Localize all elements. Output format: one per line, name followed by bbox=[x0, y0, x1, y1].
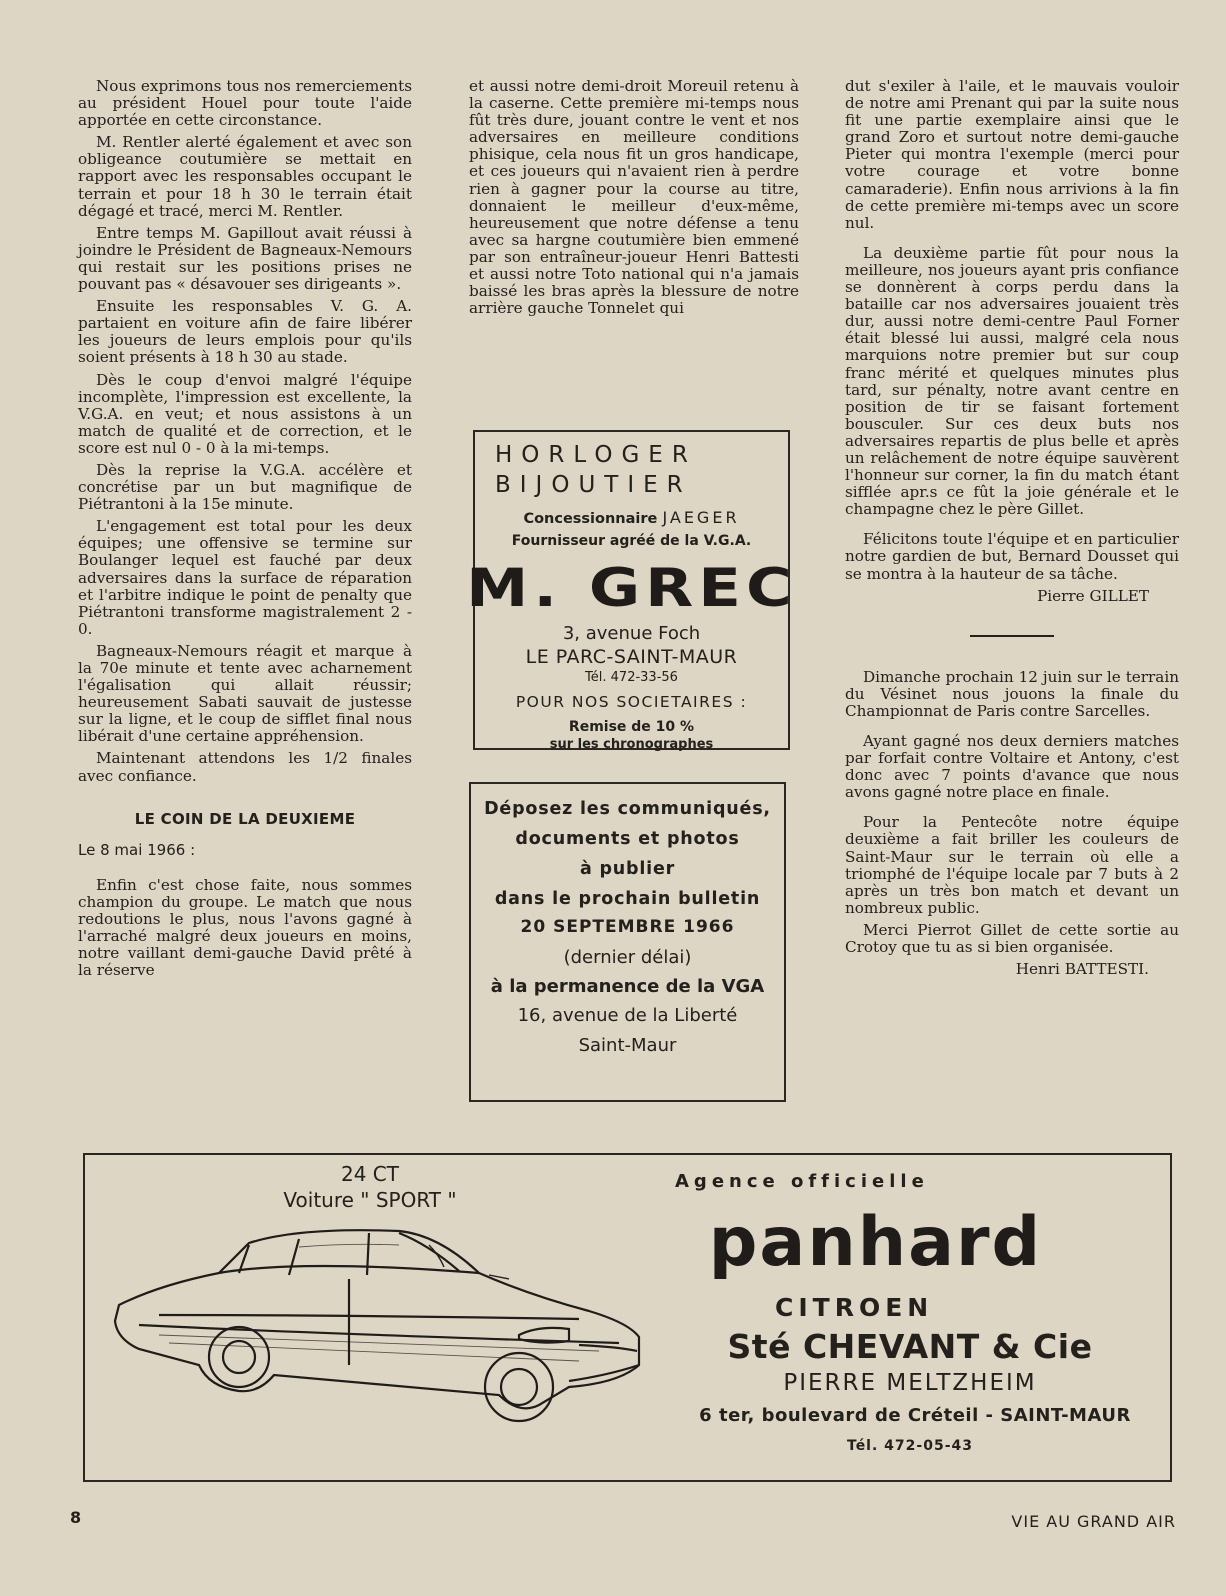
paragraph: et aussi notre demi-droit Moreuil retenu à la caserne. Cette première mi-temps nous fût très dure, jouant contre le vent et nos adversaires en meilleure conditions phisique, cela nous fit un gros handicape, et ces joueurs qui n'avaient rien à perdre rien à gagner pour la course au titre, donnaient le meilleur d'eux-même, heureusement que notre défense a tenu avec sa hargne coutumière bien emmené par son entraîneur-joueur Henri Battesti et aussi notre Toto national qui n'a jamais baissé les bras après la blessure de notre arrière gauche Tonnelet qui bbox=[469, 77, 799, 318]
panhard-logo: panhard bbox=[708, 1203, 1043, 1282]
magazine-title: VIE AU GRAND AIR bbox=[1011, 1512, 1176, 1531]
paragraph: Ensuite les responsables V. G. A. partaient en voiture afin de faire libérer les joueurs de leurs emplois pour qu'ils soient présents à 18 h 30 au stade. bbox=[78, 297, 412, 367]
paragraph: Pour la Pentecôte notre équipe deuxième a fait briller les couleurs de Saint-Maur sur le terrain où elle a triomphé de l'équipe locale par 7 buts à 2 après un très bon match et devant un nombreux public. bbox=[845, 813, 1179, 917]
notice-communiques bbox=[469, 782, 786, 1102]
article-column-3 bbox=[845, 78, 1179, 978]
ad-address: 3, avenue Foch bbox=[562, 623, 701, 644]
ad-line: sur les chronographes bbox=[549, 737, 714, 752]
car-model bbox=[255, 1161, 485, 1213]
paragraph: L'engagement est total pour les deux équipes; une offensive se termine sur Boulanger lequel est fauché par deux adversaires dans la surface de réparation et l'arbitre indique le point de penalty que Piétrantoni transforme magistralement 2 - 0. bbox=[78, 517, 412, 638]
paragraph: Merci Pierrot Gillet de cette sortie au Crotoy que tu as si bien organisée. bbox=[845, 920, 1179, 957]
model-line: Voiture " SPORT " bbox=[283, 1188, 457, 1212]
paragraph: Dimanche prochain 12 juin sur le terrain du Vésinet nous jouons la finale du Championnat de Paris contre Sarcelles. bbox=[845, 667, 1179, 720]
notice-address: 16, avenue de la Liberté bbox=[517, 1005, 738, 1026]
car-illustration bbox=[99, 1215, 659, 1435]
paragraph: Dès le coup d'envoi malgré l'équipe incomplète, l'impression est excellente, la V.G.A. en veut; et nous assistons à un match de qualité et de correction, et le score est nul 0 - 0 à la mi-temps. bbox=[78, 370, 412, 457]
article-column-2 bbox=[469, 78, 799, 322]
notice-line: à la permanence de la VGA bbox=[490, 976, 765, 997]
paragraph: dut s'exiler à l'aile, et le mauvais vouloir de notre ami Prenant qui par la suite nous fit une partie exemplaire ainsi que le grand Zoro et surtout notre demi-gauche Pieter qui montra l'exemple (merci pour votre courage et votre bonne camaraderie). Enfin nous arrivions à la fin de cette première mi-temps avec un score nul. bbox=[845, 77, 1179, 232]
paragraph: Bagneaux-Nemours réagit et marque à la 70e minute et tente avec acharnement l'égalisation qui allait réussir; heureusement Sabati sauvait de justesse sur la ligne, et le coup de sifflet final nous libérait d'une certaine appréhension. bbox=[78, 641, 412, 746]
shop-logo: M. GREC bbox=[466, 557, 797, 619]
page-number: 8 bbox=[70, 1508, 82, 1527]
paragraph: Dès la reprise la V.G.A. accélère et concrétise par un but magnifique de Piétrantoni à la 15e minute. bbox=[78, 460, 412, 514]
author-signature: Pierre GILLET bbox=[1037, 586, 1149, 605]
dateline: Le 8 mai 1966 : bbox=[78, 840, 196, 859]
notice-deadline: 20 SEPTEMBRE 1966 bbox=[520, 917, 735, 937]
ad-citroen: CITROEN bbox=[775, 1293, 934, 1322]
ad-city: LE PARC-SAINT-MAUR bbox=[525, 646, 738, 668]
notice-line: Déposez les communiqués, bbox=[484, 799, 771, 819]
paragraph: La deuxième partie fût pour nous la meilleure, nos joueurs ayant pris confiance se donnèrent à corps perdu dans la bataille car nos adversaires jouaient très dur, aussi notre demi-centre Paul Forner était blessé lui aussi, malgré cela nous marquions notre premier but sur coup franc mérité et quelques minutes plus tard, sur pénalty, notre avant centre en position de tir se faisant fortement bousculer. Sur ces deux buts nos adversaires repartis de plus belle et après un relâchement de notre équipe sauvèrent l'honneur sur corner, la fin du match étant sifflée apr.s ce fût la joie générale et le champagne chez le père Gillet. bbox=[845, 243, 1179, 519]
author-signature: Henri BATTESTI. bbox=[1015, 960, 1149, 979]
ad-brand: JAEGER bbox=[662, 508, 740, 527]
ad-text: Concessionnaire bbox=[523, 511, 658, 527]
ad-agence: Agence officielle bbox=[675, 1171, 929, 1192]
ad-line: POUR NOS SOCIETAIRES : bbox=[515, 693, 748, 711]
ad-company: Sté CHEVANT & Cie bbox=[727, 1327, 1093, 1366]
notice-line: à publier bbox=[579, 859, 676, 879]
article-column-1 bbox=[78, 78, 412, 984]
paragraph: Félicitons toute l'équipe et en particulier notre gardien de but, Bernard Dousset qui se montra à la hauteur de sa tâche. bbox=[845, 530, 1179, 583]
notice-line: documents et photos bbox=[515, 829, 740, 849]
paragraph: Enfin c'est chose faite, nous sommes champion du groupe. Le match que nous redoutions le plus, nous l'avons gagné à l'arraché malgré deux joueurs en moins, notre vaillant demi-gauche David prêté à la réserve bbox=[78, 875, 412, 980]
notice-line: dans le prochain bulletin bbox=[494, 889, 761, 909]
paragraph: Maintenant attendons les 1/2 finales avec confiance. bbox=[78, 749, 412, 785]
model-line: 24 CT bbox=[341, 1162, 399, 1186]
separator-rule bbox=[970, 635, 1054, 637]
ad-concessionnaire bbox=[475, 508, 788, 527]
ad-address: 6 ter, boulevard de Créteil - SAINT-MAUR bbox=[699, 1405, 1131, 1426]
ad-owner: PIERRE MELTZHEIM bbox=[783, 1370, 1037, 1396]
paragraph: Entre temps M. Gapillout avait réussi à joindre le Président de Bagneaux-Nemours qui restait sur les positions prises ne pouvant pas « désavouer ses dirigeants ». bbox=[78, 223, 412, 294]
notice-city: Saint-Maur bbox=[578, 1035, 677, 1056]
ad-horloger-bijoutier bbox=[466, 430, 797, 752]
ad-line: BIJOUTIER bbox=[495, 472, 692, 498]
ad-phone: Tél. 472-05-43 bbox=[847, 1438, 973, 1454]
notice-line: (dernier délai) bbox=[563, 947, 692, 968]
ad-discount: Remise de 10 % bbox=[568, 719, 695, 735]
paragraph: Ayant gagné nos deux derniers matches par forfait contre Voltaire et Antony, c'est donc avec 7 points d'avance que nous avons gagné notre place en finale. bbox=[845, 732, 1179, 802]
ad-line: Fournisseur agréé de la V.G.A. bbox=[511, 533, 752, 549]
ad-panhard bbox=[83, 1153, 1172, 1482]
ad-phone: Tél. 472-33-56 bbox=[585, 670, 678, 685]
section-heading: LE COIN DE LA DEUXIEME bbox=[134, 809, 356, 828]
paragraph: M. Rentler alerté également et avec son obligeance coutumière se mettait en rapport avec les responsables occupant le terrain et pour 18 h 30 le terrain était dégagé et tracé, merci M. Rentler. bbox=[78, 133, 412, 220]
ad-line: HORLOGER bbox=[495, 442, 697, 468]
paragraph: Nous exprimons tous nos remerciements au président Houel pour toute l'aide apportée en cette circonstance. bbox=[78, 77, 412, 130]
